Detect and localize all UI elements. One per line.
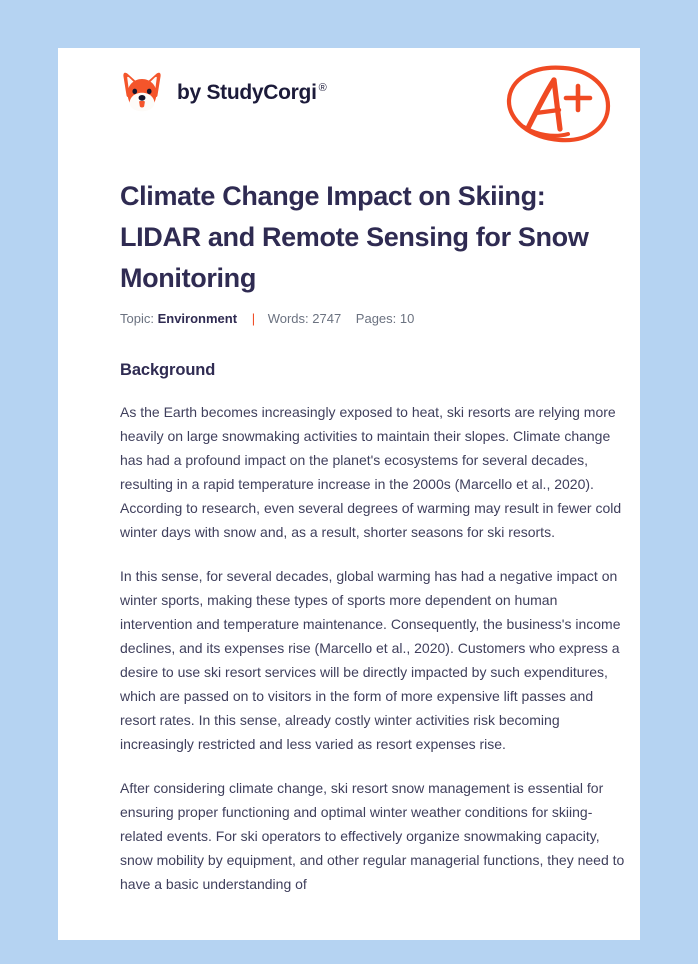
brand-name: by StudyCorgi ® xyxy=(177,80,327,104)
page-title: Climate Change Impact on Skiing: LIDAR and Remote Sensing for Snow Monitoring xyxy=(120,181,589,293)
meta-page-count: Pages: 10 xyxy=(355,311,415,326)
document-content xyxy=(120,176,625,896)
meta-topic-label: Topic: xyxy=(120,311,154,326)
meta-topic-value[interactable]: Environment xyxy=(157,311,238,326)
body-paragraph: In this sense, for several decades, global warming has had a negative impact on winter sports, making these types of sports more dependent on human intervention and temperature maintenance. Consequently, the business's income declines, and its expenses rise (Marcello et al., 2020). Customers who express a desire to use ski resort services will be directly impacted by such expenditures, which are passed on to visitors in the form of more expensive lift passes and resort rates. In this sense, already costly winter activities risk becoming increasingly restricted and less varied as resort expenses rise. xyxy=(120,567,621,752)
a-plus-grade-badge-icon xyxy=(502,58,614,150)
studycorgi-brand[interactable] xyxy=(120,70,326,114)
section-heading-background: Background xyxy=(120,360,216,379)
meta-separator: | xyxy=(251,311,256,326)
body-paragraph: After considering climate change, ski resort snow management is essential for ensuring proper functioning and optimal winter weather conditions for skiing-related events. For ski operators to effectively organize snowmaking capacity, snow mobility by equipment, and other regular managerial functions, they need to have a basic understanding of xyxy=(120,779,625,892)
registered-trademark-icon: ® xyxy=(318,81,327,94)
page-header xyxy=(58,48,640,158)
corgi-head-icon xyxy=(120,70,164,114)
body-paragraph: As the Earth becomes increasingly exposed to heat, ski resorts are relying more heavily on large snowmaking activities to maintain their slopes. Climate change has had a profound impact on the planet's ecosystems for several decades, resulting in a rapid temperature increase in the 2000s (Marcello et al., 2020). According to research, even several degrees of warming may result in fewer cold winter days with snow and, as a result, shorter seasons for ski resorts. xyxy=(120,403,622,540)
document-meta xyxy=(120,311,625,328)
document-page xyxy=(58,48,640,940)
meta-word-count: Words: 2747 xyxy=(267,311,342,326)
